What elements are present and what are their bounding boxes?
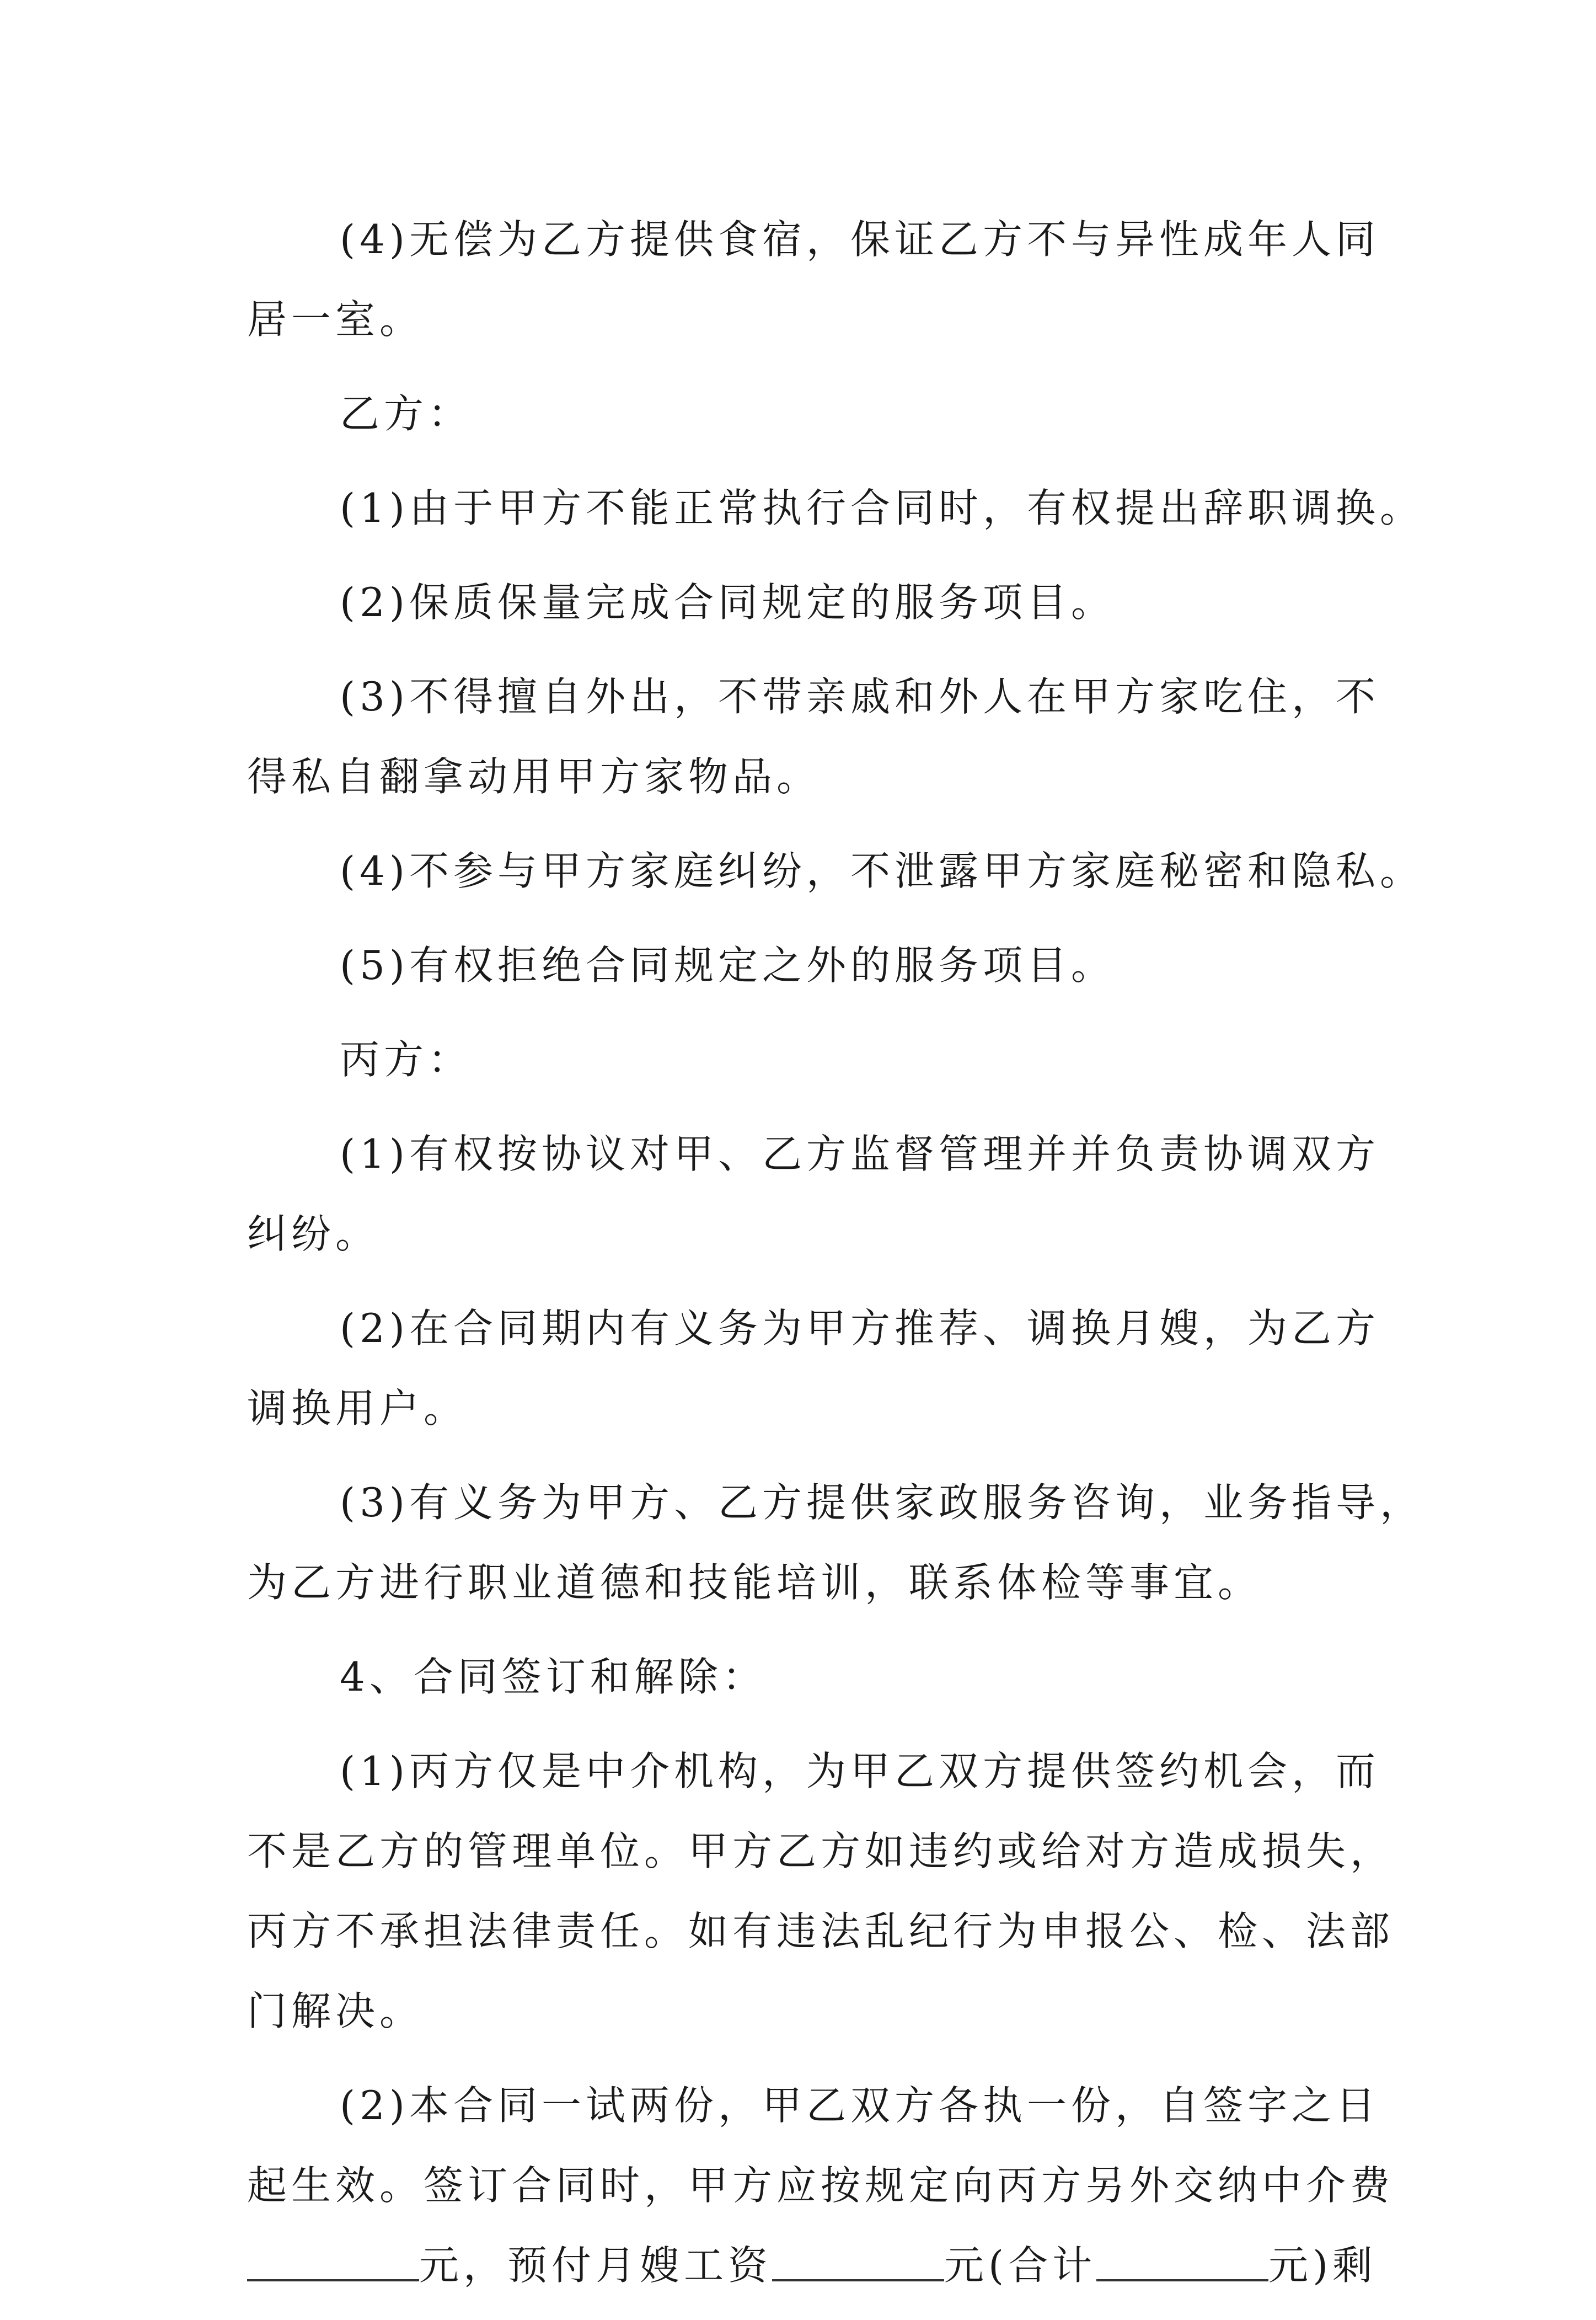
section-heading: 乙方： — [340, 391, 473, 437]
paragraph — [247, 200, 1380, 360]
text-fragment: 元，预付月嫂工资 — [419, 2242, 773, 2289]
blank-field[interactable] — [247, 2257, 419, 2281]
section-heading: 丙方： — [340, 1036, 473, 1083]
text-line: (5)有权拒绝合同规定之外的服务项目。 — [340, 942, 1115, 988]
text-line: (1)丙方仅是中介机构，为甲乙双方提供签约机会，而 — [340, 1748, 1380, 1794]
text-line: 不是乙方的管理单位。甲方乙方如违约或给对方造成损失， — [247, 1828, 1395, 1874]
paragraph — [247, 1463, 1424, 1623]
text-line: 门解决。 — [247, 1988, 424, 2034]
text-line: (2)保质保量完成合同规定的服务项目。 — [340, 579, 1115, 626]
paragraph — [247, 1731, 1395, 2051]
paragraph — [247, 926, 1372, 1006]
paragraph — [247, 563, 1372, 643]
text-line: 为乙方进行职业道德和技能培训，联系体检等事宜。 — [247, 1559, 1262, 1606]
paragraph — [247, 1637, 1372, 1717]
fill-in-line — [247, 2226, 1377, 2306]
paragraph — [247, 657, 1380, 817]
text-line: (3)有义务为甲方、乙方提供家政服务咨询，业务指导， — [340, 1479, 1424, 1526]
text-line: (1)由于甲方不能正常执行合同时，有权提出辞职调换。 — [340, 485, 1424, 531]
text-line: 纠纷。 — [247, 1211, 380, 1257]
text-line: (3)不得擅自外出，不带亲戚和外人在甲方家吃住，不 — [340, 673, 1380, 720]
text-line: (4)无偿为乙方提供食宿，保证乙方不与异性成年人同 — [340, 216, 1380, 263]
text-line: 丙方不承担法律责任。如有违法乱纪行为申报公、检、法部 — [247, 1908, 1395, 1954]
paragraph — [247, 831, 1424, 911]
text-line: (2)在合同期内有义务为甲方推荐、调换月嫂，为乙方 — [340, 1305, 1380, 1351]
section-heading: 4、合同签订和解除： — [340, 1654, 767, 1700]
text-line: 起生效。签订合同时，甲方应按规定向丙方另外交纳中介费 — [247, 2162, 1395, 2209]
text-line: 调换用户。 — [247, 1385, 468, 1431]
text-line: (2)本合同一试两份，甲乙双方各执一份，自签字之日 — [340, 2082, 1380, 2129]
text-line: (4)不参与甲方家庭纠纷，不泄露甲方家庭秘密和隐私。 — [340, 848, 1424, 894]
paragraph — [247, 1114, 1380, 1274]
text-line: 得私自翻拿动用甲方家物品。 — [247, 753, 821, 800]
paragraph — [247, 2066, 1395, 2306]
paragraph — [247, 1289, 1380, 1448]
paragraph — [247, 374, 1372, 454]
document-body — [247, 200, 1424, 2320]
paragraph — [247, 1020, 1372, 1100]
blank-field[interactable] — [772, 2257, 944, 2281]
paragraph — [247, 468, 1424, 548]
text-line: (1)有权按协议对甲、乙方监督管理并并负责协调双方 — [340, 1131, 1380, 1177]
blank-field[interactable] — [1096, 2257, 1268, 2281]
text-line: 居一室。 — [247, 296, 424, 343]
text-fragment: 元(合计 — [944, 2242, 1097, 2289]
text-fragment: 元)剩 — [1268, 2242, 1377, 2289]
